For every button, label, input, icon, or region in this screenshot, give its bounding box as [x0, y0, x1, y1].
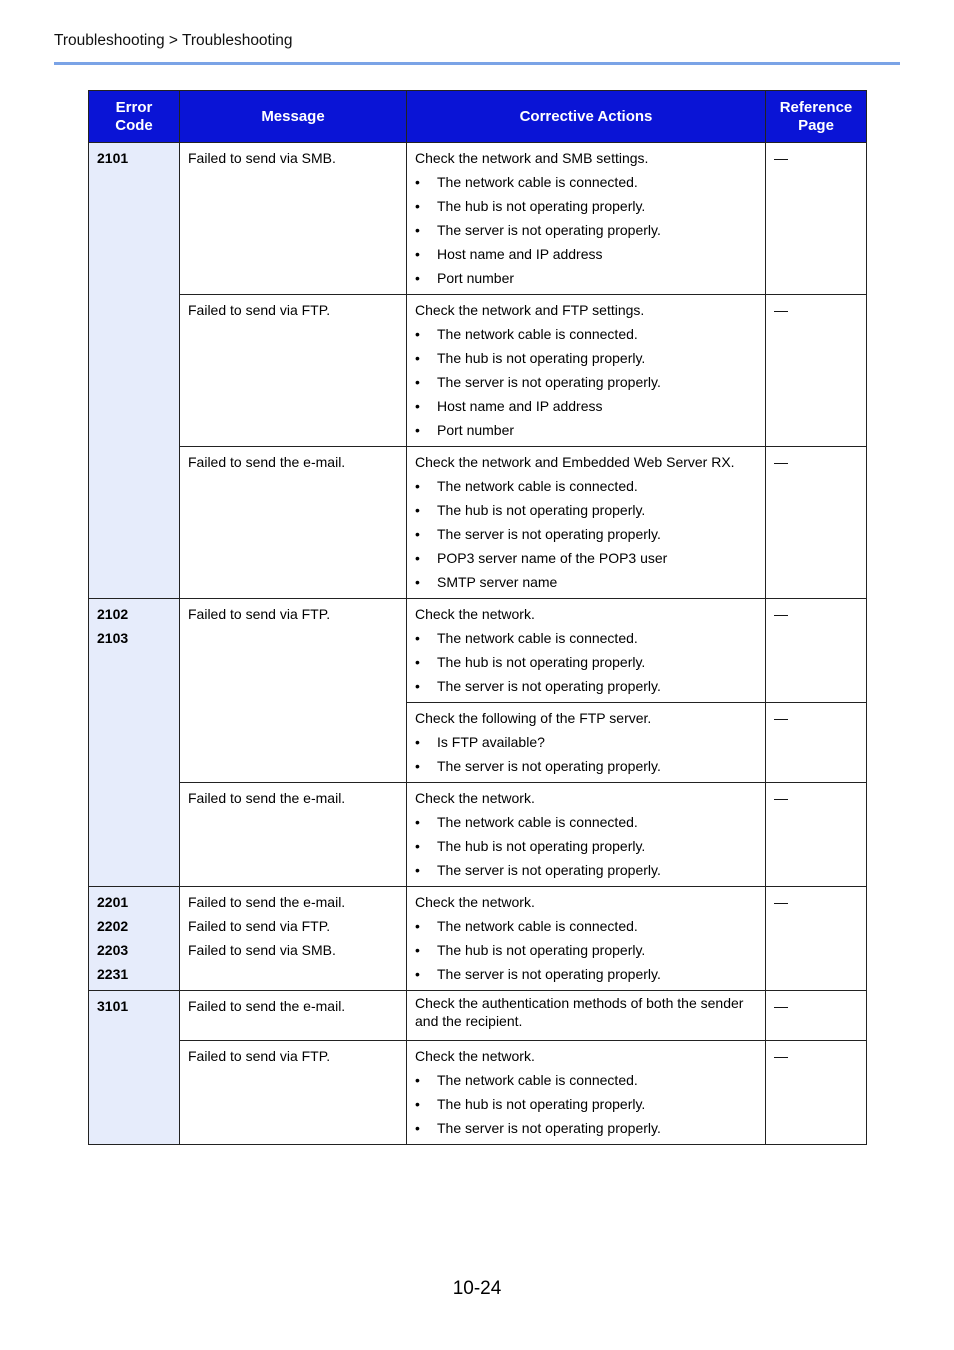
list-item: • SMTP server name: [415, 570, 758, 594]
list-item: • The network cable is connected.: [415, 626, 758, 650]
list-item: • The server is not operating properly.: [415, 858, 758, 882]
reference-page-cell: —: [766, 703, 867, 783]
list-item: • The server is not operating properly.: [415, 522, 758, 546]
corrective-actions-cell: Check the network and Embedded Web Server RX. • The network cable is connected. • The hub is not operating properly. • The server is not operating properly. • POP3 server name of the POP3 user • SMTP server name: [407, 447, 766, 599]
table-row: [89, 447, 867, 599]
list-item: • The network cable is connected.: [415, 810, 758, 834]
column-header-message: Message: [180, 91, 407, 143]
page-number: 10-24: [452, 1278, 502, 1299]
list-item: • Is FTP available?: [415, 730, 758, 754]
table-row: [89, 1041, 867, 1145]
message-cell: Failed to send the e-mail. Failed to send via FTP. Failed to send via SMB.: [180, 887, 407, 991]
message-cell: Failed to send the e-mail.: [180, 783, 407, 887]
table-row: [89, 991, 867, 1041]
column-header-error-code: Error Code: [89, 91, 180, 143]
action-list: [415, 810, 758, 882]
list-item: • The hub is not operating properly.: [415, 834, 758, 858]
action-list: [415, 322, 758, 442]
error-code-cell: 2101: [89, 143, 180, 599]
table-row: [89, 783, 867, 887]
corrective-actions-cell: Check the network. • The network cable is connected. • The hub is not operating properly. • The server is not operating properly.: [407, 1041, 766, 1145]
message-cell: Failed to send the e-mail.: [180, 991, 407, 1041]
list-item: • Port number: [415, 418, 758, 442]
list-item: • Host name and IP address: [415, 242, 758, 266]
list-item: • Port number: [415, 266, 758, 290]
list-item: • The network cable is connected.: [415, 914, 758, 938]
corrective-actions-cell: Check the network and FTP settings. • The network cable is connected. • The hub is not operating properly. • The server is not operating properly. • Host name and IP address • Port number: [407, 295, 766, 447]
reference-page-cell: —: [766, 1041, 867, 1145]
reference-page-cell: —: [766, 295, 867, 447]
error-code-table: [88, 90, 867, 1145]
list-item: • The hub is not operating properly.: [415, 194, 758, 218]
error-code-cell: 2102 2103: [89, 599, 180, 887]
corrective-actions-cell: Check the authentication methods of both the sender and the recipient.: [407, 991, 766, 1041]
message-cell: Failed to send via FTP.: [180, 599, 407, 783]
table-row: [89, 143, 867, 295]
reference-page-cell: —: [766, 991, 867, 1041]
list-item: • The server is not operating properly.: [415, 370, 758, 394]
corrective-actions-cell: Check the network and SMB settings. • The network cable is connected. • The hub is not operating properly. • The server is not operating properly. • Host name and IP address • Port number: [407, 143, 766, 295]
table-row: [89, 887, 867, 991]
reference-page-cell: —: [766, 599, 867, 703]
error-code-cell: 3101: [89, 991, 180, 1145]
action-list: [415, 914, 758, 986]
message-cell: Failed to send via FTP.: [180, 295, 407, 447]
corrective-actions-cell: Check the network. • The network cable is connected. • The hub is not operating properly. • The server is not operating properly.: [407, 887, 766, 991]
list-item: • Host name and IP address: [415, 394, 758, 418]
list-item: • POP3 server name of the POP3 user: [415, 546, 758, 570]
column-header-corrective-actions: Corrective Actions: [407, 91, 766, 143]
list-item: • The hub is not operating properly.: [415, 1092, 758, 1116]
corrective-actions-cell: Check the network. • The network cable is connected. • The hub is not operating properly. • The server is not operating properly.: [407, 783, 766, 887]
error-code-cell: 2201 2202 2203 2231: [89, 887, 180, 991]
list-item: • The network cable is connected.: [415, 1068, 758, 1092]
reference-page-cell: —: [766, 783, 867, 887]
reference-page-cell: —: [766, 887, 867, 991]
message-cell: Failed to send via FTP.: [180, 1041, 407, 1145]
column-header-reference-page: Reference Page: [766, 91, 867, 143]
action-list: [415, 170, 758, 290]
action-list: [415, 474, 758, 594]
list-item: • The network cable is connected.: [415, 322, 758, 346]
action-list: [415, 730, 758, 778]
breadcrumb: Troubleshooting > Troubleshooting: [54, 32, 293, 49]
list-item: • The server is not operating properly.: [415, 218, 758, 242]
header-divider: [54, 62, 900, 65]
table-body: [89, 143, 867, 1145]
corrective-actions-cell: Check the network. • The network cable is connected. • The hub is not operating properly. • The server is not operating properly.: [407, 599, 766, 703]
reference-page-cell: —: [766, 143, 867, 295]
action-list: [415, 626, 758, 698]
list-item: • The network cable is connected.: [415, 474, 758, 498]
message-cell: Failed to send via SMB.: [180, 143, 407, 295]
message-cell: Failed to send the e-mail.: [180, 447, 407, 599]
list-item: • The hub is not operating properly.: [415, 938, 758, 962]
list-item: • The hub is not operating properly.: [415, 346, 758, 370]
action-list: [415, 1068, 758, 1140]
list-item: • The server is not operating properly.: [415, 962, 758, 986]
list-item: • The hub is not operating properly.: [415, 650, 758, 674]
corrective-actions-cell: Check the following of the FTP server. • Is FTP available? • The server is not operating properly.: [407, 703, 766, 783]
table-header-row: [89, 91, 867, 143]
list-item: • The server is not operating properly.: [415, 674, 758, 698]
table-row: [89, 599, 867, 703]
list-item: • The hub is not operating properly.: [415, 498, 758, 522]
reference-page-cell: —: [766, 447, 867, 599]
list-item: • The server is not operating properly.: [415, 1116, 758, 1140]
list-item: • The server is not operating properly.: [415, 754, 758, 778]
table-row: [89, 295, 867, 447]
list-item: • The network cable is connected.: [415, 170, 758, 194]
